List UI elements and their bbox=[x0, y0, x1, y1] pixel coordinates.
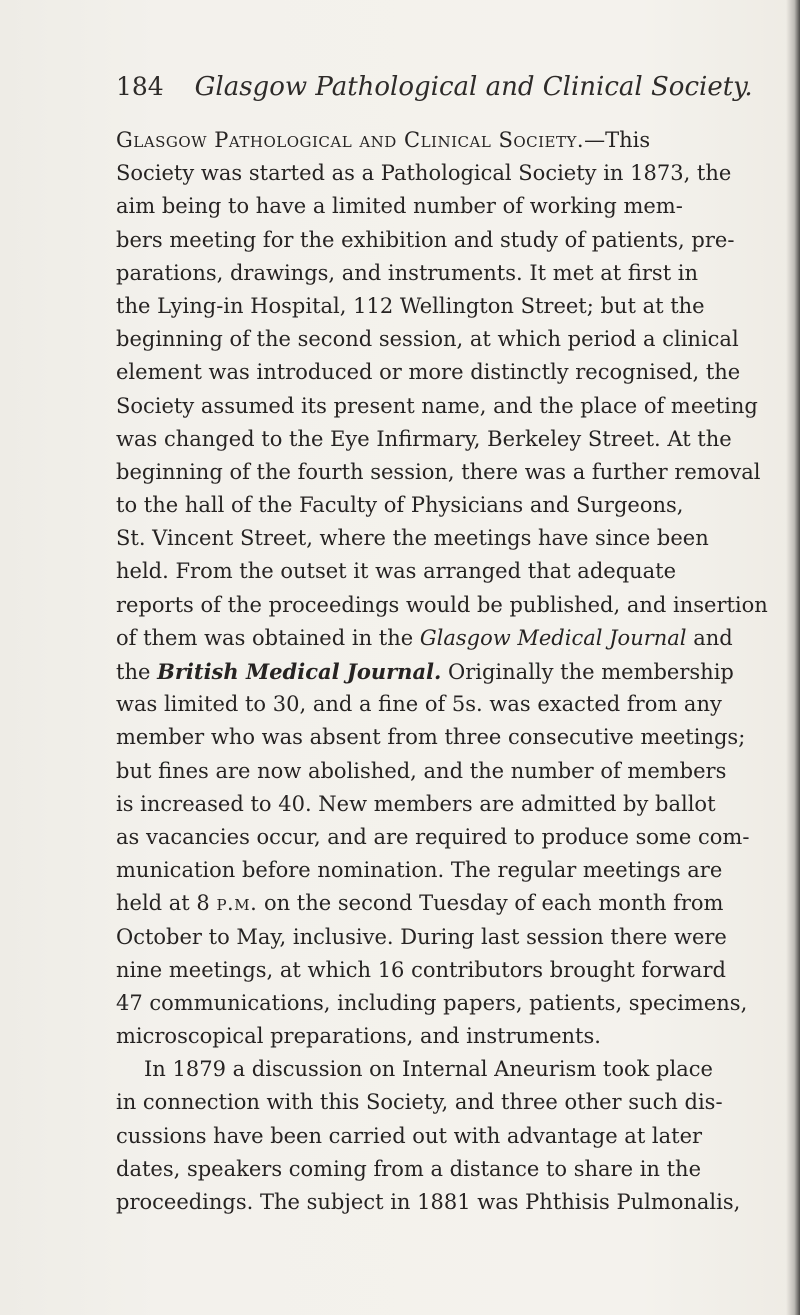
text-line bbox=[116, 987, 796, 1020]
text-run: on the second Tuesday of each month from bbox=[257, 891, 724, 916]
text-line bbox=[116, 755, 796, 788]
text-line bbox=[116, 921, 796, 954]
text-line bbox=[116, 124, 796, 157]
text-line bbox=[116, 323, 796, 356]
text-run: beginning of the second session, at which period a clinical bbox=[116, 327, 739, 352]
text-line bbox=[116, 721, 796, 754]
text-run: element was introduced or more distinctly recognised, the bbox=[116, 360, 741, 385]
text-run: Society assumed its present name, and the place of meeting bbox=[116, 393, 758, 418]
text-run: held. From the outset it was arranged that adequate bbox=[116, 559, 677, 584]
text-line bbox=[116, 788, 796, 821]
text-line bbox=[116, 589, 796, 622]
text-line bbox=[116, 622, 796, 655]
text-run: the Lying-in Hospital, 112 Wellington Street; but at the bbox=[116, 293, 705, 318]
text-run: and bbox=[686, 625, 733, 650]
text-line bbox=[116, 1153, 796, 1186]
text-line bbox=[116, 655, 796, 688]
text-line bbox=[116, 821, 796, 854]
text-line bbox=[116, 1086, 796, 1119]
text-run: aim being to have a limited number of working mem- bbox=[116, 194, 683, 219]
text-run: 47 communications, including papers, patients, specimens, bbox=[116, 990, 748, 1015]
text-line bbox=[116, 1120, 796, 1153]
text-run: proceedings. The subject in 1881 was Phthisis Pulmonalis, bbox=[116, 1190, 741, 1214]
page-number: 184 bbox=[116, 72, 164, 101]
text-line bbox=[116, 1186, 796, 1219]
text-run: dates, speakers coming from a distance to share in the bbox=[116, 1156, 701, 1181]
small-caps-text: Glasgow Pathological and Clinical Society. bbox=[116, 128, 585, 152]
text-run: Society was started as a Pathological Society in 1873, the bbox=[116, 161, 732, 186]
text-line bbox=[116, 522, 796, 555]
text-run: but fines are now abolished, and the number of members bbox=[116, 758, 727, 783]
text-line bbox=[116, 190, 796, 223]
text-run: as vacancies occur, and are required to produce some com- bbox=[116, 824, 750, 849]
text-line bbox=[116, 555, 796, 588]
text-line bbox=[116, 290, 796, 323]
text-run: cussions have been carried out with advantage at later bbox=[116, 1123, 703, 1148]
text-run: the bbox=[116, 660, 158, 684]
text-run: reports of the proceedings would be published, and insertion bbox=[116, 592, 768, 617]
italic-title: British Medical Journal. bbox=[157, 659, 442, 684]
italic-title: Glasgow Medical Journal bbox=[419, 625, 687, 650]
text-line bbox=[116, 1053, 796, 1086]
text-run: In 1879 a discussion on Internal Aneurism took place bbox=[144, 1057, 713, 1082]
text-run: held at 8 bbox=[116, 891, 217, 916]
text-line bbox=[116, 224, 796, 257]
text-line bbox=[116, 688, 796, 721]
text-line bbox=[116, 356, 796, 389]
text-line bbox=[116, 456, 796, 489]
text-run: St. Vincent Street, where the meetings have since been bbox=[116, 526, 709, 551]
text-line bbox=[116, 257, 796, 290]
text-run: beginning of the fourth session, there was a further removal bbox=[116, 459, 761, 484]
text-run: parations, drawings, and instruments. It met at first in bbox=[116, 260, 699, 285]
small-caps-text: p.m. bbox=[216, 891, 258, 916]
text-line bbox=[116, 1020, 796, 1053]
text-run: was changed to the Eye Infirmary, Berkeley Street. At the bbox=[116, 426, 732, 451]
text-run: to the hall of the Faculty of Physicians and Surgeons, bbox=[116, 493, 684, 518]
text-line bbox=[116, 954, 796, 987]
text-run: is increased to 40. New members are admitted by ballot bbox=[116, 791, 716, 816]
page-edge-shadow bbox=[786, 0, 800, 1315]
text-run: in connection with this Society, and three other such dis- bbox=[116, 1090, 723, 1115]
text-line bbox=[116, 390, 796, 423]
text-run: of them was obtained in the bbox=[116, 625, 420, 650]
text-line bbox=[116, 854, 796, 887]
text-run: October to May, inclusive. During last session there were bbox=[116, 924, 727, 949]
text-line bbox=[116, 489, 796, 522]
text-run: nine meetings, at which 16 contributors brought forward bbox=[116, 957, 726, 982]
text-run: was limited to 30, and a fine of 5s. was exacted from any bbox=[116, 692, 722, 717]
running-head bbox=[116, 68, 753, 105]
text-run: bers meeting for the exhibition and study of patients, pre- bbox=[116, 227, 735, 252]
running-head-title: Glasgow Pathological and Clinical Society. bbox=[194, 72, 753, 102]
text-line bbox=[116, 423, 796, 456]
text-run: Originally the membership bbox=[441, 660, 734, 684]
text-run: —This bbox=[584, 128, 651, 152]
text-run: microscopical preparations, and instruments. bbox=[116, 1024, 601, 1049]
text-line bbox=[116, 887, 796, 920]
text-run: member who was absent from three consecutive meetings; bbox=[116, 725, 746, 750]
body-text bbox=[116, 124, 796, 1219]
text-line bbox=[116, 157, 796, 190]
text-run: munication before nomination. The regular meetings are bbox=[116, 858, 723, 883]
